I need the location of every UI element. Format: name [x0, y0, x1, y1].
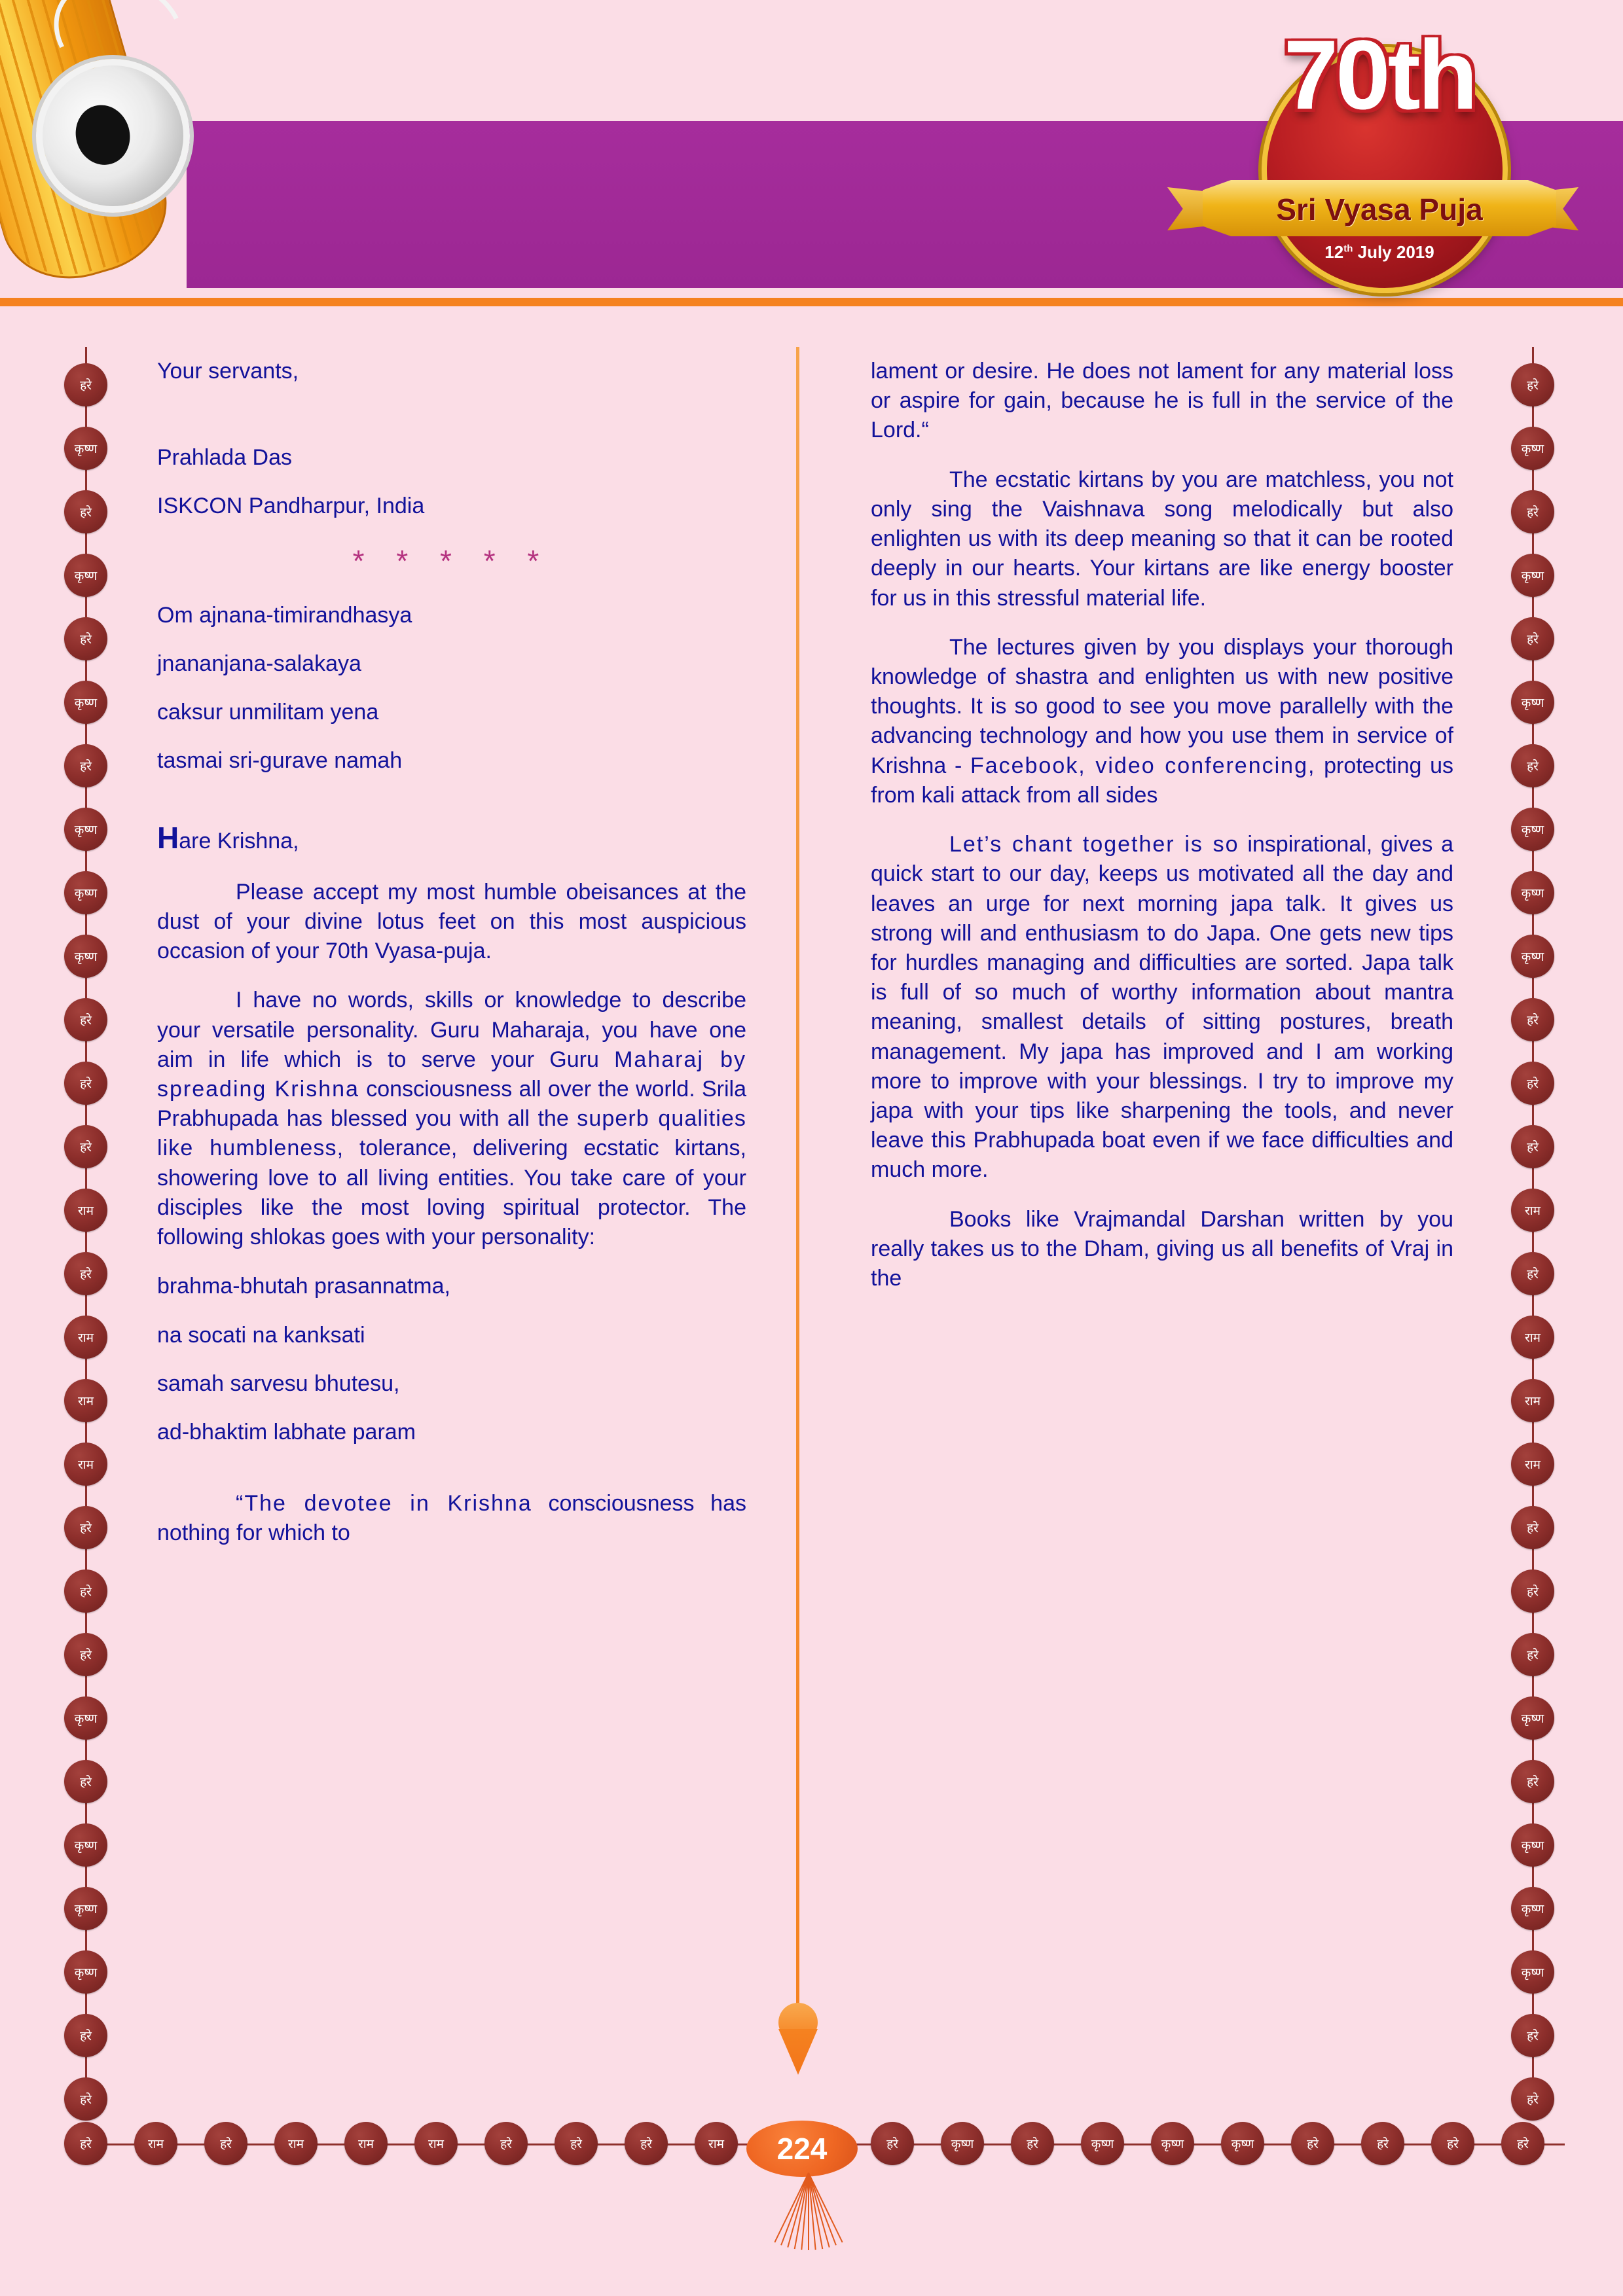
section-stars: * * * * *: [352, 543, 551, 578]
bead: कृष्ण: [1511, 681, 1554, 724]
bead: हरे: [64, 2077, 107, 2121]
emblem-date-rest: July 2019: [1353, 242, 1434, 262]
bead: कृष्ण: [64, 1823, 107, 1867]
bead: कृष्ण: [1151, 2122, 1194, 2165]
bead: राम: [274, 2122, 318, 2165]
mridanga-drum-icon: [0, 0, 190, 314]
bead: हरे: [1291, 2122, 1334, 2165]
quote-start-part-a: “The devotee in Krishna: [236, 1491, 532, 1516]
bead: हरे: [1511, 1062, 1554, 1105]
bead: राम: [344, 2122, 388, 2165]
paragraph-1: Please accept my most humble obeisances at the dust of your divine lotus feet on this most auspicious occasion of your 70th Vyasa-puja.: [157, 879, 746, 964]
bead: हरे: [1511, 2014, 1554, 2057]
bead: कृष्ण: [1511, 427, 1554, 470]
mantra-line-3: caksur unmilitam yena: [157, 700, 379, 725]
right-paragraph-2-part-c: protecting us from kali attack from all sides: [871, 753, 1453, 808]
paragraph-2-part-b: Maharaj by spreading Krishna: [157, 1047, 746, 1102]
page-tassel-icon: [783, 2173, 835, 2258]
bead: हरे: [1361, 2122, 1404, 2165]
bead: हरे: [64, 1125, 107, 1168]
emblem-date-day: 12: [1324, 242, 1344, 262]
bead: हरे: [1511, 1506, 1554, 1549]
greeting-rest: are Krishna,: [179, 828, 299, 853]
bead: हरे: [64, 363, 107, 406]
bead: कृष्ण: [64, 681, 107, 724]
bead: हरे: [64, 1506, 107, 1549]
bead: राम: [64, 1443, 107, 1486]
bead: कृष्ण: [1081, 2122, 1124, 2165]
shloka-line-4: ad-bhaktim labhate param: [157, 1419, 416, 1444]
bead: हरे: [64, 2014, 107, 2057]
vyasa-puja-emblem: [1163, 7, 1582, 314]
quote-start-part-b: consciousness has nothing for which to: [157, 1491, 746, 1546]
spacer: [157, 1467, 746, 1489]
bead: हरे: [871, 2122, 914, 2165]
bead: कृष्ण: [1511, 1823, 1554, 1867]
right-paragraph-2-part-a: The lectures given by you displays your thorough knowledge of shastra and enlighten us with new positive thoughts. It is so good to see you move parallelly with the advancing technology and how you use them in service of Krishna -: [871, 634, 1453, 778]
quote-continuation: lament or desire. He does not lament for any material loss or aspire for gain, because he is full in the service of the Lord.“: [871, 359, 1453, 443]
quote-start: [157, 1489, 746, 1548]
bead: कृष्ण: [1511, 871, 1554, 914]
bead: राम: [1511, 1189, 1554, 1232]
emblem-number: 70th: [1283, 20, 1476, 130]
bead: राम: [1511, 1379, 1554, 1422]
paragraph-2-part-e: tolerance, delivering ecstatic kirtans, showering love to all living entities. You take care of your disciples like the most loving spiritual protector. The following shlokas goes with your personality:: [157, 1136, 747, 1250]
bead: कृष्ण: [64, 1887, 107, 1930]
bead: हरे: [1511, 490, 1554, 533]
bead: राम: [134, 2122, 177, 2165]
paragraph-2-part-d: superb qualities like humbleness,: [157, 1106, 747, 1161]
bead: हरे: [1511, 1760, 1554, 1803]
bead: हरे: [1511, 617, 1554, 660]
bead: हरे: [64, 490, 107, 533]
bead: हरे: [1511, 998, 1554, 1041]
right-paragraph-3: [871, 830, 1453, 1185]
bead: हरे: [1511, 1633, 1554, 1676]
bead: राम: [64, 1379, 107, 1422]
signer-name: Prahlada Das: [157, 445, 293, 471]
shloka-line-2: na socati na kanksati: [157, 1322, 365, 1348]
bead: हरे: [1501, 2122, 1544, 2165]
bead: हरे: [1511, 363, 1554, 406]
bead: कृष्ण: [1511, 1950, 1554, 1994]
bead: कृष्ण: [64, 935, 107, 978]
bead: हरे: [64, 998, 107, 1041]
bead: कृष्ण: [1511, 808, 1554, 851]
bead: राम: [64, 1316, 107, 1359]
bead: कृष्ण: [64, 808, 107, 851]
bead: राम: [414, 2122, 458, 2165]
right-paragraph-3-part-b: inspirational, gives a quick start to our day, keeps us motivated all the day and leaves an urge for next morning japa talk. It gives us strong will and enthusiasm to do Japa. One gets new tips for hurdles managing and difficulties are sorted. Japa talk is full of so much of worthy information about mantra meaning, smallest details of sitting postures, breath management. My japa has improved and I am working more to improve with your blessings. I try to improve my japa with your tips like sharpening the tools, and never leave this Prabhupada boat even if we face difficulties and much more.: [871, 832, 1453, 1183]
right-paragraph-1: The ecstatic kirtans by you are matchless, you not only sing the Vaishnava song melodically but also enlighten us with its deep meaning so that it can be rooted deeply in our hearts. Your kirtans are like energy booster for us in this stressful material life.: [871, 467, 1453, 611]
bead: राम: [1511, 1316, 1554, 1359]
paragraph-2-part-c: consciousness all over the world. Srila Prabhupada has blessed you with all the: [157, 1077, 746, 1132]
bead: कृष्ण: [64, 1696, 107, 1740]
mantra-line-2: jnananjana-salakaya: [157, 651, 361, 676]
bead: हरे: [1511, 1252, 1554, 1295]
paragraph-2-part-a: I have no words, skills or knowledge to describe your versatile personality. Guru Maharaja, you have one aim in life which is to serve your Guru: [157, 988, 746, 1072]
bead: हरे: [625, 2122, 668, 2165]
bead: हरे: [484, 2122, 528, 2165]
bead: हरे: [64, 1062, 107, 1105]
right-paragraph-2-part-b: Facebook, video conferencing,: [970, 753, 1316, 778]
closing-label: Your servants,: [157, 359, 299, 384]
right-text-column: [871, 357, 1453, 1313]
emblem-date-sup: th: [1343, 243, 1353, 255]
bead: कृष्ण: [1511, 554, 1554, 597]
bead: हरे: [204, 2122, 247, 2165]
bead: कृष्ण: [1511, 1887, 1554, 1930]
bead: हरे: [64, 617, 107, 660]
greeting: [157, 818, 746, 858]
column-divider: [796, 347, 799, 2022]
signer-location: ISKCON Pandharpur, India: [157, 493, 425, 519]
bead: कृष्ण: [64, 871, 107, 914]
bead: कृष्ण: [1221, 2122, 1264, 2165]
bead: हरे: [1511, 2077, 1554, 2121]
right-paragraph-3-part-a: Let’s chant together is so: [949, 832, 1239, 857]
bead: कृष्ण: [64, 554, 107, 597]
bead: हरे: [64, 1760, 107, 1803]
bead: राम: [64, 1189, 107, 1232]
bead: राम: [695, 2122, 738, 2165]
emblem-title: Sri Vyasa Puja: [1276, 192, 1483, 226]
bead: हरे: [1431, 2122, 1474, 2165]
paragraph-2: [157, 986, 746, 1252]
bead: हरे: [1011, 2122, 1054, 2165]
greeting-dropcap: H: [157, 820, 179, 855]
bead: कृष्ण: [1511, 1696, 1554, 1740]
bead: हरे: [1511, 1125, 1554, 1168]
left-text-column: [157, 357, 746, 1568]
bead: हरे: [1511, 1570, 1554, 1613]
right-paragraph-4: Books like Vrajmandal Darshan written by you really takes us to the Dham, giving us all benefits of Vraj in the: [871, 1206, 1453, 1291]
bead: हरे: [64, 1633, 107, 1676]
bead: हरे: [1511, 744, 1554, 787]
divider-drop-icon: [778, 2003, 818, 2042]
emblem-date: [1262, 242, 1497, 262]
bead: कृष्ण: [64, 427, 107, 470]
mantra-line-4: tasmai sri-gurave namah: [157, 748, 403, 774]
spacer: [157, 405, 746, 443]
right-paragraph-2: [871, 633, 1453, 810]
bead: कृष्ण: [1511, 935, 1554, 978]
bead: राम: [1511, 1443, 1554, 1486]
spacer: [157, 796, 746, 818]
bead: हरे: [64, 1252, 107, 1295]
bead: हरे: [64, 2122, 107, 2165]
bead: कृष्ण: [64, 1950, 107, 1994]
bead: हरे: [64, 744, 107, 787]
page-number-badge: 224: [746, 2121, 858, 2177]
mantra-line-1: Om ajnana-timirandhasya: [157, 602, 412, 628]
shloka-line-1: brahma-bhutah prasannatma,: [157, 1274, 450, 1299]
bead: हरे: [555, 2122, 598, 2165]
bead: कृष्ण: [941, 2122, 984, 2165]
bead: हरे: [64, 1570, 107, 1613]
shloka-line-3: samah sarvesu bhutesu,: [157, 1371, 400, 1396]
